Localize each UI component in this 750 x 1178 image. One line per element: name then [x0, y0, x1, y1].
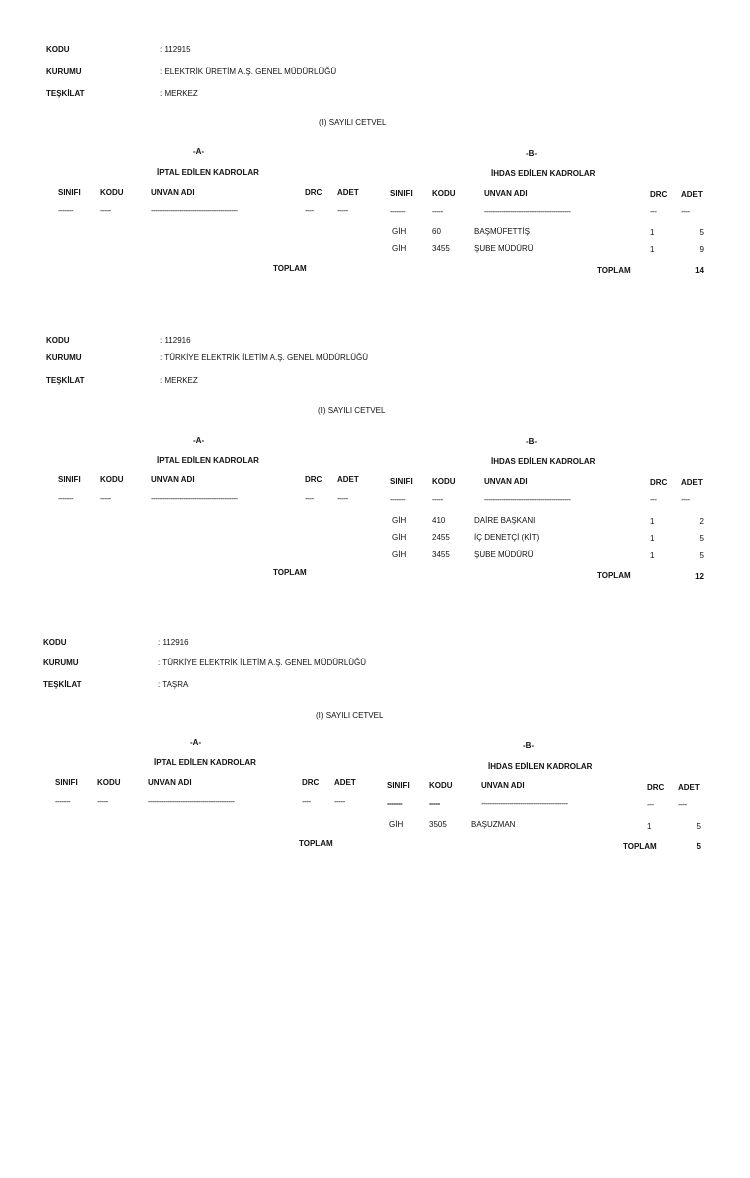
- col-b-drc-header: DRC: [650, 478, 668, 487]
- col-a-marker: -A-: [190, 738, 202, 747]
- dash-a-sinifi: -------: [58, 206, 74, 215]
- cetvel-section: [0, 291, 750, 591]
- dash-a-unvan: ----------------------------------------: [148, 797, 235, 806]
- col-a-adet-header: ADET: [334, 778, 356, 787]
- kurumu-value: : TÜRKİYE ELEKTRİK İLETİM A.Ş. GENEL MÜDÜRLÜĞÜ: [158, 658, 367, 667]
- row-adet: 5: [699, 551, 704, 560]
- toplam-a-label: TOPLAM: [299, 839, 333, 848]
- dash-a-kodu: -----: [100, 494, 111, 503]
- col-b-title: İHDAS EDİLEN KADROLAR: [491, 169, 596, 178]
- col-b-marker: -B-: [526, 437, 538, 446]
- row-drc: 1: [650, 228, 655, 237]
- toplam-a-label: TOPLAM: [273, 264, 307, 273]
- kurumu-label: KURUMU: [46, 353, 82, 362]
- teskilat-value: : TAŞRA: [158, 680, 189, 689]
- dash-b-sinifi: -------: [387, 799, 403, 808]
- col-b-sinifi-header: SINIFI: [390, 189, 413, 198]
- row-drc: 1: [650, 534, 655, 543]
- col-a-kodu-header: KODU: [100, 475, 124, 484]
- row-sinifi: GİH: [389, 820, 404, 829]
- row-sinifi: GİH: [392, 550, 407, 559]
- dash-a-drc: ----: [305, 206, 314, 215]
- dash-a-kodu: -----: [97, 797, 108, 806]
- kodu-value: : 112916: [160, 336, 191, 345]
- col-b-sinifi-header: SINIFI: [387, 781, 410, 790]
- col-a-marker: -A-: [193, 436, 205, 445]
- dash-a-drc: ----: [305, 494, 314, 503]
- dash-b-sinifi: -------: [390, 495, 406, 504]
- col-a-sinifi-header: SINIFI: [58, 475, 81, 484]
- toplam-b-label: TOPLAM: [597, 266, 631, 275]
- col-a-drc-header: DRC: [305, 475, 323, 484]
- cetvel-title: (I) SAYILI CETVEL: [316, 711, 384, 720]
- cetvel-section: [0, 0, 750, 300]
- row-kodu: 60: [432, 227, 441, 236]
- dash-b-adet: ----: [678, 800, 687, 809]
- row-kodu: 2455: [432, 533, 450, 542]
- row-adet: 5: [696, 822, 701, 831]
- kodu-label: KODU: [43, 638, 67, 647]
- dash-b-kodu: -----: [429, 799, 440, 808]
- dash-b-unvan: ----------------------------------------: [481, 799, 568, 808]
- teskilat-label: TEŞKİLAT: [46, 376, 85, 385]
- dash-a-sinifi: -------: [55, 797, 71, 806]
- cetvel-title: (I) SAYILI CETVEL: [318, 406, 386, 415]
- dash-b-kodu: -----: [432, 495, 443, 504]
- kodu-label: KODU: [46, 45, 70, 54]
- col-a-adet-header: ADET: [337, 188, 359, 197]
- col-a-marker: -A-: [193, 147, 205, 156]
- col-b-adet-header: ADET: [681, 190, 703, 199]
- dash-a-adet: -----: [337, 494, 348, 503]
- row-unvan: ŞUBE MÜDÜRÜ: [474, 244, 534, 253]
- dash-a-adet: -----: [337, 206, 348, 215]
- toplam-b-label: TOPLAM: [597, 571, 631, 580]
- toplam-b-value: 5: [696, 842, 701, 851]
- col-b-kodu-header: KODU: [432, 477, 456, 486]
- toplam-b-label: TOPLAM: [623, 842, 657, 851]
- teskilat-value: : MERKEZ: [160, 376, 198, 385]
- row-sinifi: GİH: [392, 516, 407, 525]
- row-unvan: DAİRE BAŞKANI: [474, 516, 536, 525]
- col-b-drc-header: DRC: [647, 783, 665, 792]
- row-unvan: İÇ DENETÇİ (KİT): [474, 533, 540, 542]
- teskilat-label: TEŞKİLAT: [43, 680, 82, 689]
- col-b-marker: -B-: [523, 741, 535, 750]
- col-b-marker: -B-: [526, 149, 538, 158]
- col-a-title: İPTAL EDİLEN KADROLAR: [157, 456, 259, 465]
- col-a-unvan-header: UNVAN ADI: [148, 778, 192, 787]
- row-sinifi: GİH: [392, 227, 407, 236]
- cetvel-section: [0, 594, 750, 894]
- kurumu-value: : TÜRKİYE ELEKTRİK İLETİM A.Ş. GENEL MÜDÜRLÜĞÜ: [160, 353, 369, 362]
- col-a-drc-header: DRC: [305, 188, 323, 197]
- row-unvan: ŞUBE MÜDÜRÜ: [474, 550, 534, 559]
- col-b-adet-header: ADET: [681, 478, 703, 487]
- dash-b-drc: ---: [650, 495, 657, 504]
- col-b-unvan-header: UNVAN ADI: [484, 477, 528, 486]
- row-drc: 1: [650, 517, 655, 526]
- row-drc: 1: [650, 245, 655, 254]
- dash-b-kodu: -----: [432, 207, 443, 216]
- kurumu-label: KURUMU: [46, 67, 82, 76]
- row-kodu: 3505: [429, 820, 447, 829]
- col-b-sinifi-header: SINIFI: [390, 477, 413, 486]
- row-sinifi: GİH: [392, 533, 407, 542]
- col-a-kodu-header: KODU: [100, 188, 124, 197]
- col-b-title: İHDAS EDİLEN KADROLAR: [488, 762, 593, 771]
- row-kodu: 410: [432, 516, 446, 525]
- col-a-title: İPTAL EDİLEN KADROLAR: [154, 758, 256, 767]
- col-a-unvan-header: UNVAN ADI: [151, 475, 195, 484]
- col-a-kodu-header: KODU: [97, 778, 121, 787]
- row-sinifi: GİH: [392, 244, 407, 253]
- row-adet: 2: [699, 517, 704, 526]
- col-a-unvan-header: UNVAN ADI: [151, 188, 195, 197]
- row-kodu: 3455: [432, 244, 450, 253]
- col-b-unvan-header: UNVAN ADI: [484, 189, 528, 198]
- toplam-b-value: 12: [695, 572, 704, 581]
- dash-a-sinifi: -------: [58, 494, 74, 503]
- row-drc: 1: [650, 551, 655, 560]
- dash-b-adet: ----: [681, 207, 690, 216]
- dash-a-kodu: -----: [100, 206, 111, 215]
- col-a-title: İPTAL EDİLEN KADROLAR: [157, 168, 259, 177]
- col-a-adet-header: ADET: [337, 475, 359, 484]
- dash-a-unvan: ----------------------------------------: [151, 206, 238, 215]
- row-drc: 1: [647, 822, 652, 831]
- row-adet: 5: [699, 534, 704, 543]
- dash-a-unvan: ----------------------------------------: [151, 494, 238, 503]
- kodu-value: : 112916: [158, 638, 189, 647]
- col-b-kodu-header: KODU: [429, 781, 453, 790]
- kodu-value: : 112915: [160, 45, 191, 54]
- cetvel-title: (I) SAYILI CETVEL: [319, 118, 387, 127]
- dash-b-unvan: ----------------------------------------: [484, 207, 571, 216]
- row-unvan: BAŞUZMAN: [471, 820, 516, 829]
- dash-b-unvan: ----------------------------------------: [484, 495, 571, 504]
- dash-b-adet: ----: [681, 495, 690, 504]
- kurumu-value: : ELEKTRİK ÜRETİM A.Ş. GENEL MÜDÜRLÜĞÜ: [160, 67, 337, 76]
- col-b-drc-header: DRC: [650, 190, 668, 199]
- teskilat-label: TEŞKİLAT: [46, 89, 85, 98]
- dash-b-drc: ---: [647, 800, 654, 809]
- col-b-kodu-header: KODU: [432, 189, 456, 198]
- row-adet: 5: [699, 228, 704, 237]
- col-a-drc-header: DRC: [302, 778, 320, 787]
- col-b-unvan-header: UNVAN ADI: [481, 781, 525, 790]
- col-a-sinifi-header: SINIFI: [55, 778, 78, 787]
- row-unvan: BAŞMÜFETTİŞ: [474, 227, 531, 236]
- col-a-sinifi-header: SINIFI: [58, 188, 81, 197]
- teskilat-value: : MERKEZ: [160, 89, 198, 98]
- col-b-adet-header: ADET: [678, 783, 700, 792]
- row-kodu: 3455: [432, 550, 450, 559]
- toplam-a-label: TOPLAM: [273, 568, 307, 577]
- row-adet: 9: [699, 245, 704, 254]
- kurumu-label: KURUMU: [43, 658, 79, 667]
- dash-b-sinifi: -------: [390, 207, 406, 216]
- col-b-title: İHDAS EDİLEN KADROLAR: [491, 457, 596, 466]
- dash-a-drc: ----: [302, 797, 311, 806]
- kodu-label: KODU: [46, 336, 70, 345]
- toplam-b-value: 14: [695, 266, 704, 275]
- dash-b-drc: ---: [650, 207, 657, 216]
- dash-a-adet: -----: [334, 797, 345, 806]
